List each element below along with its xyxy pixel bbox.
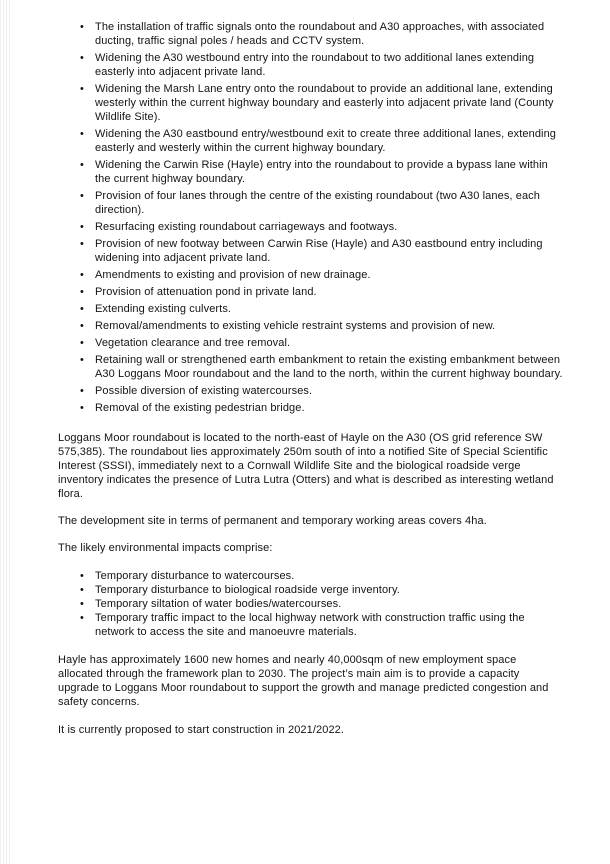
list-item xyxy=(58,597,563,611)
list-item-text: Removal of the existing pedestrian bridge. xyxy=(95,402,305,414)
list-item xyxy=(58,82,563,124)
list-item-text: Retaining wall or strengthened earth embankment to retain the existing embankment between A30 Loggans Moor roundabout and the land to the north, within the current highway boundary. xyxy=(95,354,563,380)
list-item xyxy=(58,51,563,79)
list-item-text: Provision of four lanes through the centre of the existing roundabout (two A30 lanes, each direction). xyxy=(95,190,540,216)
list-item-text: Extending existing culverts. xyxy=(95,303,232,315)
location-paragraph: Loggans Moor roundabout is located to the north-east of Hayle on the A30 (OS grid reference SW 575,385). The roundabout lies approximately 250m south of into a notified Site of Special Scientific Interest (SSSI), immediately next to a Cornwall Wildlife Site and the biological roadside verge inventory indicates the presence of Lutra Lutra (Otters) and what is described as interesting wetland flora. xyxy=(58,432,554,500)
list-item-text: Amendments to existing and provision of new drainage. xyxy=(95,269,371,281)
bullet-icon: • xyxy=(80,612,84,624)
site-area-paragraph: The development site in terms of permanent and temporary working areas covers 4ha. xyxy=(58,515,487,527)
bullet-icon: • xyxy=(80,402,84,414)
bullet-icon: • xyxy=(80,337,84,349)
bullet-icon: • xyxy=(80,21,84,33)
scan-edge-artifact xyxy=(0,0,10,864)
bullet-icon: • xyxy=(80,238,84,250)
list-item-text: Provision of attenuation pond in private land. xyxy=(95,286,317,298)
list-item xyxy=(58,268,563,282)
list-item xyxy=(58,158,563,186)
list-item-text: Vegetation clearance and tree removal. xyxy=(95,337,291,349)
bullet-icon: • xyxy=(80,354,84,366)
bullet-icon: • xyxy=(80,52,84,64)
list-item-text: Possible diversion of existing watercourses. xyxy=(95,385,313,397)
bullet-icon: • xyxy=(80,83,84,95)
list-item xyxy=(58,285,563,299)
list-item xyxy=(58,319,563,333)
list-item-text: Provision of new footway between Carwin Rise (Hayle) and A30 eastbound entry including widening into adjacent private land. xyxy=(95,238,543,264)
environmental-impacts-list xyxy=(58,569,563,639)
list-item xyxy=(58,611,563,639)
list-item-text: Widening the Marsh Lane entry onto the roundabout to provide an additional lane, extending westerly within the current highway boundary and easterly into adjacent private land (County Wildlife Site). xyxy=(95,83,554,123)
bullet-icon: • xyxy=(80,159,84,171)
growth-aim-paragraph: Hayle has approximately 1600 new homes and nearly 40,000sqm of new employment space allocated through the framework plan to 2030. The project’s main aim is to provide a capacity upgrade to Loggans Moor roundabout to support the growth and manage predicted congestion and safety concerns. xyxy=(58,654,549,708)
bullet-icon: • xyxy=(80,190,84,202)
list-item-text: Temporary disturbance to biological roadside verge inventory. xyxy=(95,584,400,596)
bullet-icon: • xyxy=(80,303,84,315)
scheme-works-list xyxy=(58,20,563,415)
list-item xyxy=(58,569,563,583)
bullet-icon: • xyxy=(80,286,84,298)
bullet-icon: • xyxy=(80,128,84,140)
list-item xyxy=(58,384,563,398)
list-item xyxy=(58,189,563,217)
construction-start-paragraph: It is currently proposed to start construction in 2021/2022. xyxy=(58,724,345,736)
list-item xyxy=(58,220,563,234)
list-item-text: Temporary siltation of water bodies/watercourses. xyxy=(95,598,342,610)
list-item xyxy=(58,20,563,48)
list-item xyxy=(58,237,563,265)
list-item-text: Resurfacing existing roundabout carriageways and footways. xyxy=(95,221,398,233)
list-item-text: Widening the A30 westbound entry into the roundabout to two additional lanes extending easterly into adjacent private land. xyxy=(95,52,535,78)
list-item-text: Temporary traffic impact to the local highway network with construction traffic using the network to access the site and manoeuvre materials. xyxy=(95,612,525,638)
list-item xyxy=(58,302,563,316)
list-item-text: Widening the A30 eastbound entry/westbound exit to create three additional lanes, extending easterly and westerly within the current highway boundary. xyxy=(95,128,557,154)
bullet-icon: • xyxy=(80,320,84,332)
bullet-icon: • xyxy=(80,570,84,582)
bullet-icon: • xyxy=(80,269,84,281)
list-item xyxy=(58,336,563,350)
list-item-text: The installation of traffic signals onto the roundabout and A30 approaches, with associated ducting, traffic signal poles / heads and CCTV system. xyxy=(95,21,545,47)
list-item-text: Removal/amendments to existing vehicle restraint systems and provision of new. xyxy=(95,320,496,332)
list-item xyxy=(58,583,563,597)
list-item-text: Widening the Carwin Rise (Hayle) entry into the roundabout to provide a bypass lane within the current highway boundary. xyxy=(95,159,548,185)
bullet-icon: • xyxy=(80,221,84,233)
bullet-icon: • xyxy=(80,598,84,610)
list-item-text: Temporary disturbance to watercourses. xyxy=(95,570,295,582)
list-item xyxy=(58,401,563,415)
list-item xyxy=(58,127,563,155)
bullet-icon: • xyxy=(80,584,84,596)
impacts-intro-paragraph: The likely environmental impacts comprise: xyxy=(58,542,273,554)
list-item xyxy=(58,353,563,381)
bullet-icon: • xyxy=(80,385,84,397)
